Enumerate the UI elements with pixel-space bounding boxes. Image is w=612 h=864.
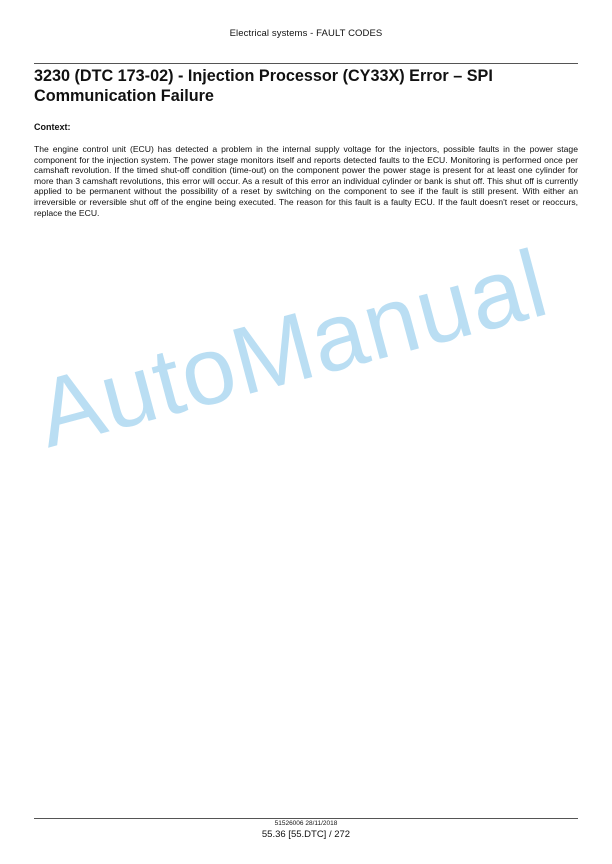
context-paragraph: The engine control unit (ECU) has detected a problem in the internal supply voltage for the injectors, possible faults in the power stage component for the injection system. The power stage monitors itself and reports detected faults to the ECU. Monitoring is performed once per camshaft revolution. If the timed shut-off condition (time-out) on the component power the power stage is present for at least one cylinder for more than 3 camshaft revolutions, this error will occur. As a result of this error an individual cylinder or bank is shut off. This shut off is currently applied to be permanent without the possibility of a reset by switching on the component to see if the fault is still present. With either an irreversible or reversible shut off of the engine being executed. The reason for this fault is a faulty ECU. If the fault doesn't reset or reoccurs, replace the ECU.: [34, 144, 578, 218]
running-header: Electrical systems - FAULT CODES: [229, 28, 383, 39]
footer-doc-code: 51526006 28/11/2018: [274, 820, 338, 827]
context-heading: Context:: [34, 122, 71, 132]
fault-code-title: 3230 (DTC 173-02) - Injection Processor (CY33X) Error – SPI Communication Failure: [34, 67, 493, 105]
footer-divider: [34, 818, 578, 819]
footer-page-number: 55.36 [55.DTC] / 272: [261, 829, 351, 840]
watermark-text: AutoManual: [25, 229, 559, 469]
header-divider: [34, 63, 578, 64]
